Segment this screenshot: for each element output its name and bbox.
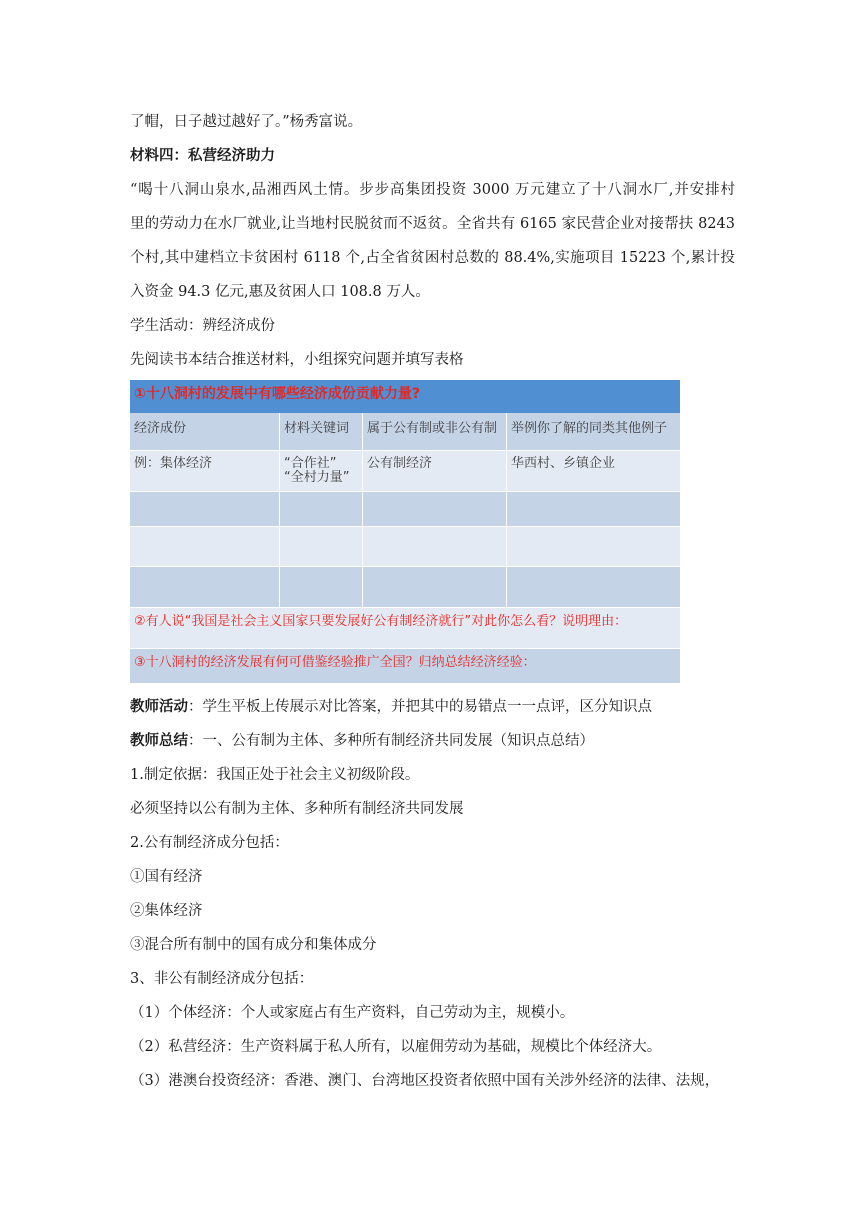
table-cell bbox=[363, 527, 507, 567]
teacher-summary-text: ：一、公有制为主体、多种所有制经济共同发展（知识点总结） bbox=[188, 733, 594, 749]
table-cell bbox=[507, 492, 680, 527]
teacher-summary-label: 教师总结 bbox=[130, 732, 188, 749]
table-question-one: ①十八洞村的发展中有哪些经济成份贡献力量? bbox=[130, 380, 680, 413]
column-header: 举例你了解的同类其他例子 bbox=[507, 413, 680, 451]
paragraph-line: 里的劳动力在水厂就业,让当地村民脱贫而不返贫。全省共有 6165 家民营企业对接帮扶 8243 bbox=[130, 216, 735, 232]
table-cell bbox=[130, 527, 280, 567]
material-four-title: 材料四：私营经济助力 bbox=[130, 147, 275, 164]
table-question-two: ②有人说“我国是社会主义国家只要发展好公有制经济就行”对此你怎么看？说明理由： bbox=[130, 608, 680, 649]
knowledge-point: ②集体经济 bbox=[130, 903, 203, 919]
table-cell: 华西村、乡镇企业 bbox=[507, 451, 680, 492]
table-cell: 公有制经济 bbox=[363, 451, 507, 492]
table-header-row bbox=[130, 413, 680, 451]
student-activity: 学生活动：辨经济成份 bbox=[130, 318, 275, 334]
knowledge-point: ③混合所有制中的国有成分和集体成分 bbox=[130, 937, 377, 953]
table-row bbox=[130, 451, 680, 492]
paragraph-line: 入资金 94.3 亿元,惠及贫困人口 108.8 万人。 bbox=[130, 284, 430, 300]
teacher-activity-label: 教师活动 bbox=[130, 698, 188, 715]
table-cell bbox=[363, 492, 507, 527]
table-cell bbox=[507, 567, 680, 608]
paragraph-line: “喝十八洞山泉水,品湘西风土情。步步高集团投资 3000 万元建立了十八洞水厂,并安排村 bbox=[130, 182, 735, 198]
knowledge-point: （1）个体经济：个人或家庭占有生产资料，自己劳动为主，规模小。 bbox=[130, 1005, 575, 1021]
table-cell bbox=[130, 492, 280, 527]
knowledge-point: 必须坚持以公有制为主体、多种所有制经济共同发展 bbox=[130, 801, 464, 817]
knowledge-point: （2）私营经济：生产资料属于私人所有，以雇佣劳动为基础，规模比个体经济大。 bbox=[130, 1039, 662, 1055]
table-cell: 例：集体经济 bbox=[130, 451, 280, 492]
knowledge-point: 1.制定依据：我国正处于社会主义初级阶段。 bbox=[130, 767, 420, 783]
knowledge-point: 3、非公有制经济成分包括： bbox=[130, 971, 314, 987]
instruction-line: 先阅读书本结合推送材料，小组探究问题并填写表格 bbox=[130, 352, 464, 368]
table-row bbox=[130, 567, 680, 608]
teacher-summary bbox=[130, 731, 735, 751]
knowledge-point: （3）港澳台投资经济：香港、澳门、台湾地区投资者依照中国有关涉外经济的法律、法规， bbox=[130, 1073, 720, 1089]
table-question-three: ③十八洞村的经济发展有何可借鉴经验推广全国？归纳总结经济经验： bbox=[130, 649, 680, 683]
column-header: 经济成份 bbox=[130, 413, 280, 451]
worksheet-table bbox=[130, 380, 680, 683]
paragraph-line: 个村,其中建档立卡贫困村 6118 个,占全省贫困村总数的 88.4%,实施项目 15223 个,累计投 bbox=[130, 250, 735, 266]
table-cell bbox=[280, 527, 363, 567]
column-header: 属于公有制或非公有制 bbox=[363, 413, 507, 451]
table-row bbox=[130, 492, 680, 527]
table-cell bbox=[363, 567, 507, 608]
knowledge-point: 2.公有制经济成分包括： bbox=[130, 835, 289, 851]
teacher-activity bbox=[130, 697, 735, 717]
table-cell bbox=[507, 527, 680, 567]
table-cell bbox=[130, 567, 280, 608]
table-row bbox=[130, 527, 680, 567]
column-header: 材料关键词 bbox=[280, 413, 363, 451]
teacher-activity-text: ：学生平板上传展示对比答案，并把其中的易错点一一点评，区分知识点 bbox=[188, 699, 652, 715]
table-cell bbox=[280, 492, 363, 527]
table-cell: “合作社” “全村力量” bbox=[280, 451, 363, 492]
paragraph-line: 了帽，日子越过越好了。”杨秀富说。 bbox=[130, 114, 363, 130]
knowledge-point: ①国有经济 bbox=[130, 869, 203, 885]
table-cell bbox=[280, 567, 363, 608]
